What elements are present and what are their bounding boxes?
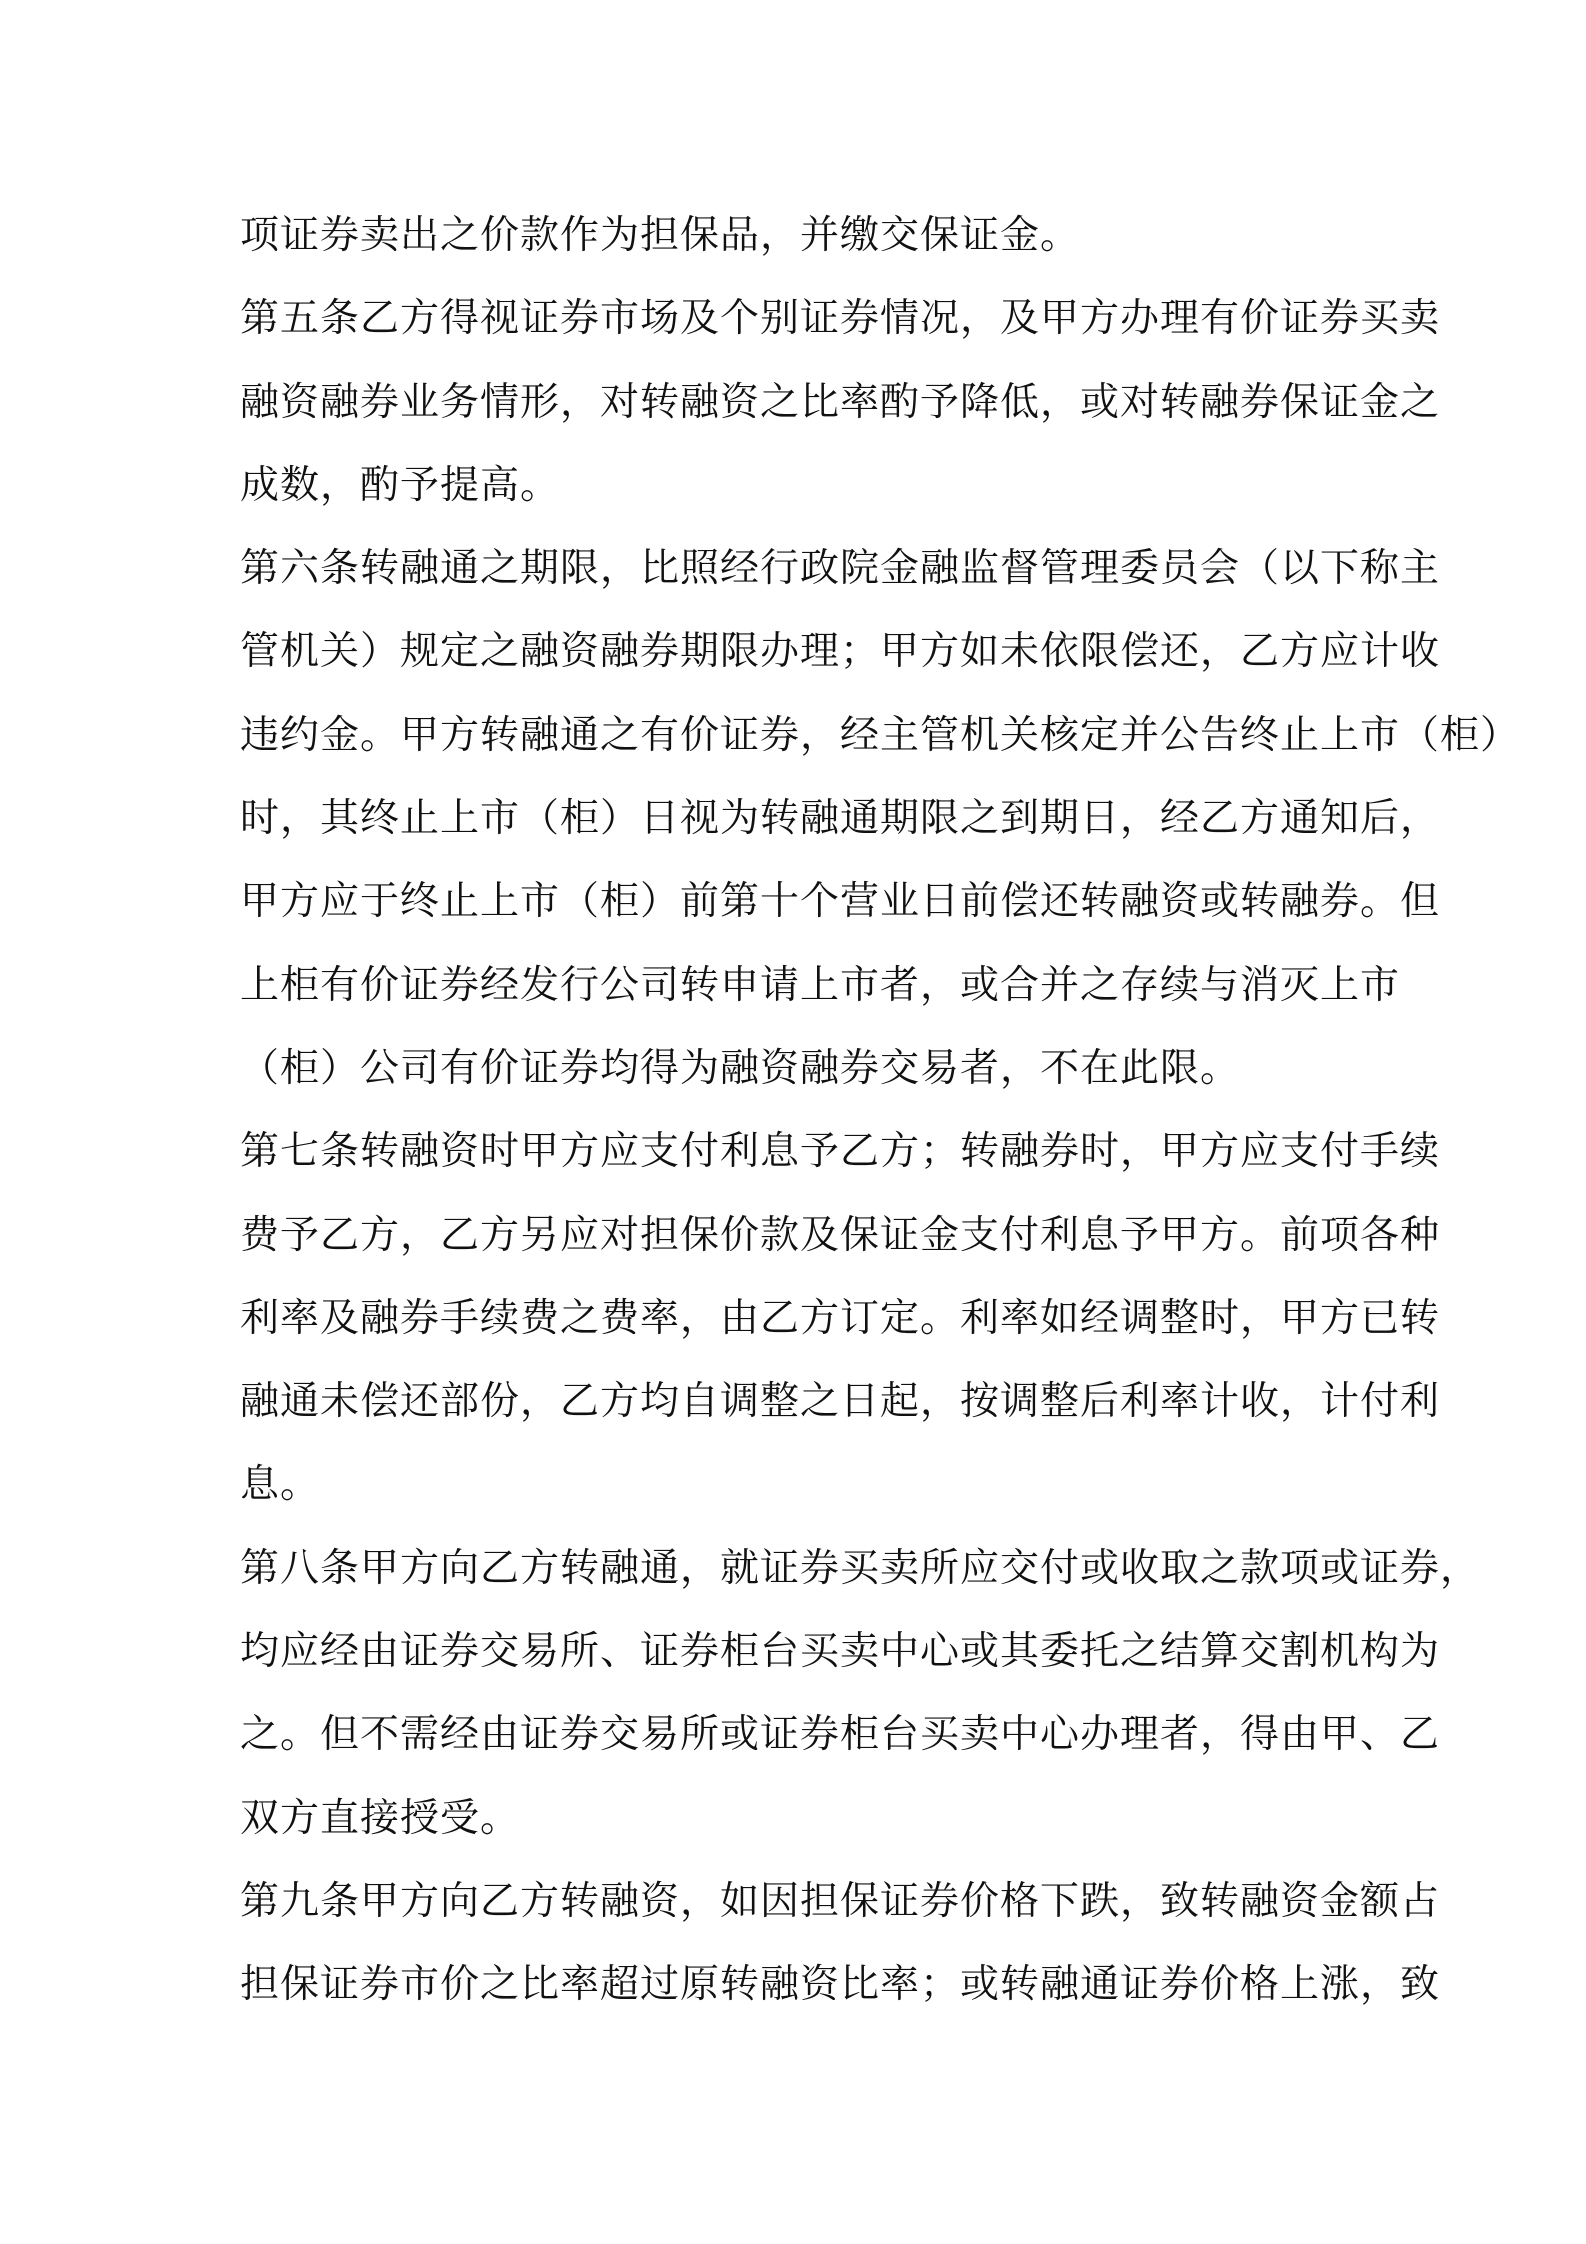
text-line: 息。 xyxy=(240,1462,321,1508)
text-line: 管机关）规定之融资融券期限办理；甲方如未依限偿还，乙方应计收 xyxy=(240,629,1441,675)
text-line: 担保证券市价之比率超过原转融资比率；或转融通证券价格上涨，致 xyxy=(240,1962,1441,2008)
text-line: 第七条转融资时甲方应支付利息予乙方；转融券时，甲方应支付手续 xyxy=(240,1129,1441,1175)
text-line: 违约金。甲方转融通之有价证券，经主管机关核定并公告终止上市（柜） xyxy=(240,712,1521,758)
text-line: 均应经由证券交易所、证券柜台买卖中心或其委托之结算交割机构为 xyxy=(240,1629,1441,1675)
text-line: 时，其终止上市（柜）日视为转融通期限之到期日，经乙方通知后， xyxy=(240,796,1441,842)
text-line: 成数，酌予提高。 xyxy=(240,462,561,508)
text-line: 第六条转融通之期限，比照经行政院金融监督管理委员会（以下称主 xyxy=(240,546,1441,592)
text-line: （柜）公司有价证券均得为融资融券交易者，不在此限。 xyxy=(240,1045,1241,1091)
text-line: 上柜有价证券经发行公司转申请上市者，或合并之存续与消灭上市 xyxy=(240,962,1401,1008)
text-line: 第五条乙方得视证券市场及个别证券情况，及甲方办理有价证券买卖 xyxy=(240,296,1441,342)
text-line: 费予乙方，乙方另应对担保价款及保证金支付利息予甲方。前项各种 xyxy=(240,1212,1441,1258)
document-body xyxy=(240,194,1521,2027)
text-line: 甲方应于终止上市（柜）前第十个营业日前偿还转融资或转融券。但 xyxy=(240,879,1441,925)
text-line: 融通未偿还部份，乙方均自调整之日起，按调整后利率计收，计付利 xyxy=(240,1379,1441,1425)
text-line: 第八条甲方向乙方转融通，就证券买卖所应交付或收取之款项或证券， xyxy=(240,1545,1481,1591)
text-line: 第九条甲方向乙方转融资，如因担保证券价格下跌，致转融资金额占 xyxy=(240,1878,1441,1924)
text-line: 利率及融券手续费之费率，由乙方订定。利率如经调整时，甲方已转 xyxy=(240,1295,1441,1341)
text-line: 双方直接授受。 xyxy=(240,1795,521,1841)
text-line: 之。但不需经由证券交易所或证券柜台买卖中心办理者，得由甲、乙 xyxy=(240,1712,1441,1758)
text-line: 融资融券业务情形，对转融资之比率酌予降低，或对转融券保证金之 xyxy=(240,379,1441,425)
text-line: 项证券卖出之价款作为担保品，并缴交保证金。 xyxy=(240,213,1081,258)
